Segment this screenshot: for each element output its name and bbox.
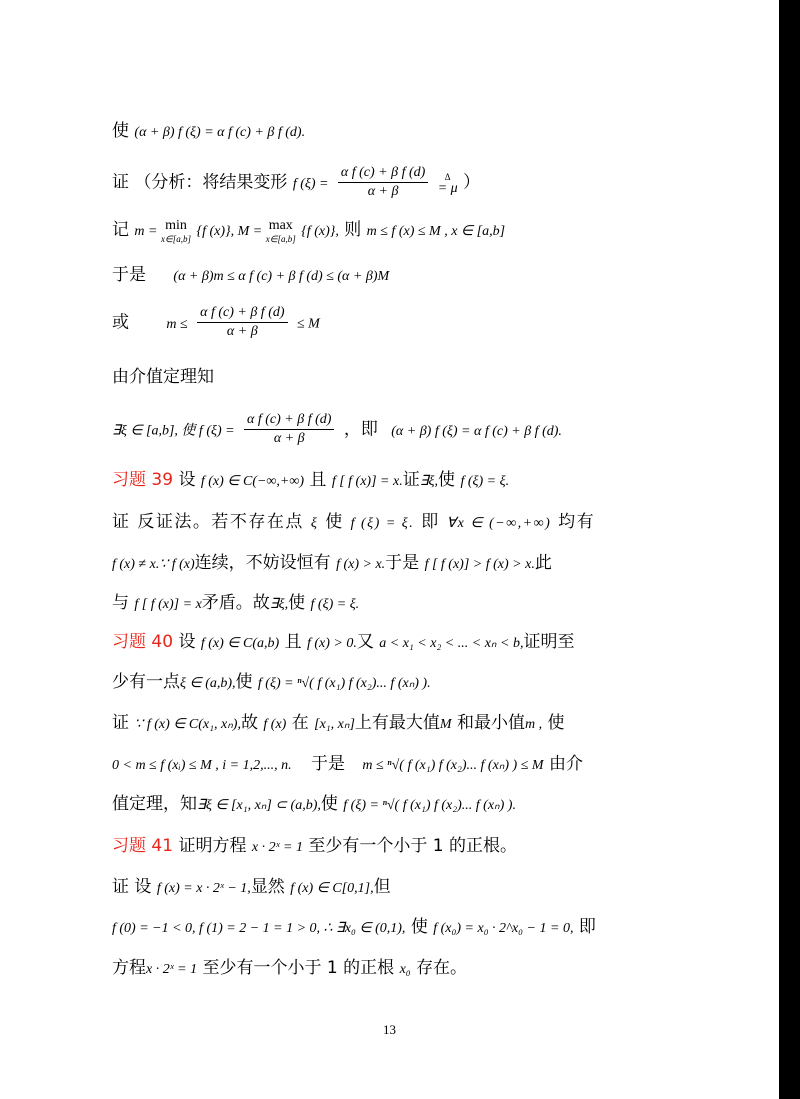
max-subscript: x∈[a,b] [265,234,296,244]
text: 使 [410,917,428,937]
max-operator [266,218,296,245]
formula: f (x) > 0. [306,636,357,651]
line-8 [112,468,509,494]
formula: (α + β) f (ξ) = α f (c) + β f (d). [134,125,306,140]
text: 设 [178,632,196,652]
text: 使 [112,121,129,141]
formula: ∃ξ, [269,597,289,612]
text: 方程 [112,958,146,978]
formula: ∃ξ ∈ [a,b], 使 f (ξ) = [112,423,235,439]
formula: {f (x)}, [301,224,339,239]
text: 于是 [112,265,146,285]
formula: {f (x)}, M = [196,224,266,239]
text: 证 [402,470,420,490]
formula: f [ f (x)] > f (x) > x. [424,557,535,572]
formula: f (x) > x. [336,557,386,572]
formula: ξ [310,516,319,531]
formula: m ≤ f (x) ≤ M , x ∈ [a,b] [366,224,506,239]
text: 使 [320,794,338,814]
formula: [x₁, xₙ] [314,717,355,732]
formula: ∃ξ ∈ [x₁, xₙ] ⊂ (a,b), [197,798,321,813]
formula: x₀ [399,962,411,977]
text: 且 [284,632,302,652]
formula: x · 2ˣ = 1 [146,962,198,977]
formula: M [439,717,452,732]
text: 于是 [310,754,345,774]
text: 证 （分析：将结果变形 [112,172,288,193]
formula: f (x₀) = x₀ · 2^x₀ − 1 = 0, [433,921,574,936]
formula: ξ ∈ (a,b), [180,676,236,691]
formula: m ≤ [166,316,188,332]
right-edge-bar [779,0,800,1099]
text: 由介值定理知 [112,367,214,387]
text: 显然 [250,877,285,897]
line-2 [112,164,480,201]
formula: f (ξ) = [292,176,329,192]
text: 使 [288,593,306,613]
formula: m = [134,224,161,239]
numerator: α f (c) + β f (d) [338,164,428,183]
line-7 [112,411,562,448]
text: 使 [547,713,565,733]
numerator: α f (c) + β f (d) [244,411,334,430]
line-20 [112,956,467,982]
min-subscript: x∈[a,b] [160,234,192,244]
text: 证 [112,713,129,733]
defined-as [438,171,458,195]
line-9 [112,510,595,536]
text: 上有最大值 [354,713,440,733]
text: 和最小值 [457,713,525,733]
text: 证明方程 [178,836,247,856]
formula: f (x) ∈ C(−∞,+∞) [200,474,304,489]
text: 即 [421,512,440,532]
line-12 [112,630,574,656]
formula: f (x) ∈ C[0,1], [290,881,374,896]
text: 证 反证法。若不存在点 [112,512,304,532]
text: 故 [240,713,258,733]
text: 至少有一个小于 1 的正根 [202,958,395,978]
fraction [338,164,428,201]
page-number: 13 [383,1022,396,1037]
formula: f (ξ) = ξ. [460,474,510,489]
delta-mark: Δ [444,171,451,182]
text: 使 [438,470,456,490]
formula: f (ξ) = ⁿ√( f (x₁) f (x₂)... f (xₙ) ). [343,798,516,813]
line-14 [112,711,565,737]
text: 证 设 [112,877,152,897]
formula: (α + β) f (ξ) = α f (c) + β f (d). [391,423,562,439]
formula: a < x₁ < x₂ < ... < xₙ < b, [379,636,524,651]
formula: f (x) ∈ C(a,b) [200,636,280,651]
formula: = μ [437,180,458,196]
text: 或 [112,312,129,333]
formula: f [ f (x)] = x [134,597,202,612]
fraction [197,304,287,341]
formula: (α + β)m ≤ α f (c) + β f (d) ≤ (α + β)M [173,269,390,284]
formula: f (0) = −1 < 0, f (1) = 2 − 1 = 1 > 0, ∴ ∃x₀ ∈ (0,1), [112,921,406,936]
formula: x · 2ˣ = 1 [251,840,303,855]
denominator: α + β [367,184,399,199]
text: ，即 [343,419,378,440]
max-word: max [268,218,293,233]
text: 少有一点 [112,672,180,692]
formula: 0 < m ≤ f (xᵢ) ≤ M , i = 1,2,..., n. [112,758,292,773]
text: 连续，不妨设恒有 [194,553,331,573]
text: 此 [534,553,552,573]
fraction [244,411,334,448]
line-19 [112,915,596,941]
line-18 [112,875,391,901]
formula: ∃ξ, [419,474,439,489]
line-4 [112,263,389,289]
line-1 [112,119,305,145]
text: 存在。 [416,958,468,978]
min-operator [161,218,191,245]
min-word: min [165,218,187,233]
text: 又 [356,632,374,652]
text: 于是 [385,553,420,573]
text: 记 [112,220,129,240]
text: 在 [291,713,309,733]
text: 即 [578,917,596,937]
text: 均有 [558,512,596,532]
formula: f [ f (x)] = x. [331,474,403,489]
text: 值定理，知 [112,794,197,814]
formula: f (ξ) = ξ. [350,516,415,531]
line-16 [112,792,516,818]
exercise-label: 习题 39 [112,470,174,490]
denominator: α + β [226,324,258,339]
text: 与 [112,593,129,613]
line-11 [112,591,359,617]
formula: m , [525,717,543,732]
text: 使 [235,672,253,692]
text: 但 [373,877,391,897]
line-5 [112,304,320,341]
text: 且 [309,470,327,490]
text: 则 [344,220,362,240]
text: 使 [325,512,344,532]
text: 矛盾。故 [201,593,270,613]
text: 证明至 [523,632,575,652]
denominator: α + β [273,431,305,446]
formula: f (ξ) = ⁿ√( f (x₁) f (x₂)... f (xₙ) ). [257,676,431,691]
formula: ∵ f (x) ∈ C(x₁, xₙ), [134,717,241,732]
formula: ≤ M [296,316,320,332]
text: ） [463,172,481,193]
formula: f (x) ≠ x.∵ f (x) [112,557,195,572]
line-13 [112,670,431,696]
text: 由介 [548,754,583,774]
formula: m ≤ ⁿ√( f (x₁) f (x₂)... f (xₙ) ) ≤ M [362,758,544,773]
formula: f (x) = x · 2ˣ − 1, [156,881,251,896]
line-3 [112,218,505,245]
formula: f (x) [263,717,287,732]
line-15 [112,752,583,778]
exercise-label: 习题 41 [112,836,174,856]
text: 至少有一个小于 1 的正根。 [308,836,518,856]
formula: f (ξ) = ξ. [310,597,360,612]
text: 设 [178,470,196,490]
formula: ∀x ∈ (−∞,+∞) [446,516,552,531]
exercise-label: 习题 40 [112,632,174,652]
line-6 [112,365,214,389]
line-10 [112,551,552,577]
numerator: α f (c) + β f (d) [197,304,287,323]
line-17 [112,834,517,860]
